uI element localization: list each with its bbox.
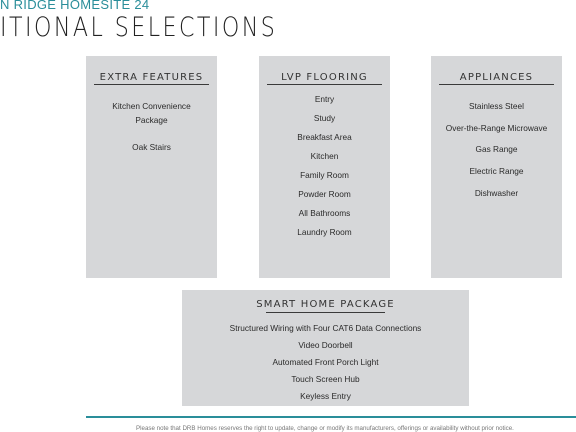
extra-features-panel <box>86 56 217 278</box>
list-item: Gas Range <box>475 144 518 154</box>
list-item: Keyless Entry <box>300 391 351 401</box>
list-item: Study <box>313 113 336 123</box>
list-item: Powder Room <box>298 189 351 199</box>
footer-divider <box>86 416 576 418</box>
smart-home-divider <box>266 312 385 313</box>
smart-home-panel <box>182 290 469 406</box>
list-item: Over-the-Range Microwave <box>445 123 548 133</box>
homesite-subtitle: N RIDGE HOMESITE 24 <box>0 0 150 12</box>
smart-home-heading: SMART HOME PACKAGE <box>256 299 395 310</box>
list-item: Laundry Room <box>297 227 352 237</box>
list-item: Structured Wiring with Four CAT6 Data Connections <box>229 323 422 333</box>
list-item: Stainless Steel <box>469 101 524 111</box>
list-item: Entry <box>314 94 335 104</box>
list-item: Video Doorbell <box>298 340 353 350</box>
list-item: All Bathrooms <box>298 208 351 218</box>
lvp-flooring-heading: LVP FLOORING <box>281 72 368 83</box>
list-item: Kitchen <box>310 151 339 161</box>
disclaimer-note: Please note that DRB Homes reserves the right to update, change or modify its manufacturers, offerings or availability without prior notice. <box>136 425 514 432</box>
lvp-flooring-panel <box>259 56 390 278</box>
list-item: Automated Front Porch Light <box>272 357 379 367</box>
extra-features-divider <box>94 84 209 85</box>
extra-features-heading: EXTRA FEATURES <box>99 72 204 83</box>
appliances-divider <box>439 84 554 85</box>
list-item: Family Room <box>300 170 349 180</box>
appliances-panel <box>431 56 562 278</box>
appliances-heading: APPLIANCES <box>459 72 534 83</box>
list-item: Electric Range <box>469 166 524 176</box>
lvp-flooring-divider <box>267 84 382 85</box>
list-item: Breakfast Area <box>297 132 352 142</box>
list-item: Kitchen Convenience <box>112 101 191 111</box>
list-item: Package <box>135 115 168 125</box>
page-title: ITIONAL SELECTIONS <box>0 12 278 43</box>
list-item: Oak Stairs <box>132 142 171 152</box>
list-item: Dishwasher <box>474 188 519 198</box>
list-item: Touch Screen Hub <box>291 374 360 384</box>
